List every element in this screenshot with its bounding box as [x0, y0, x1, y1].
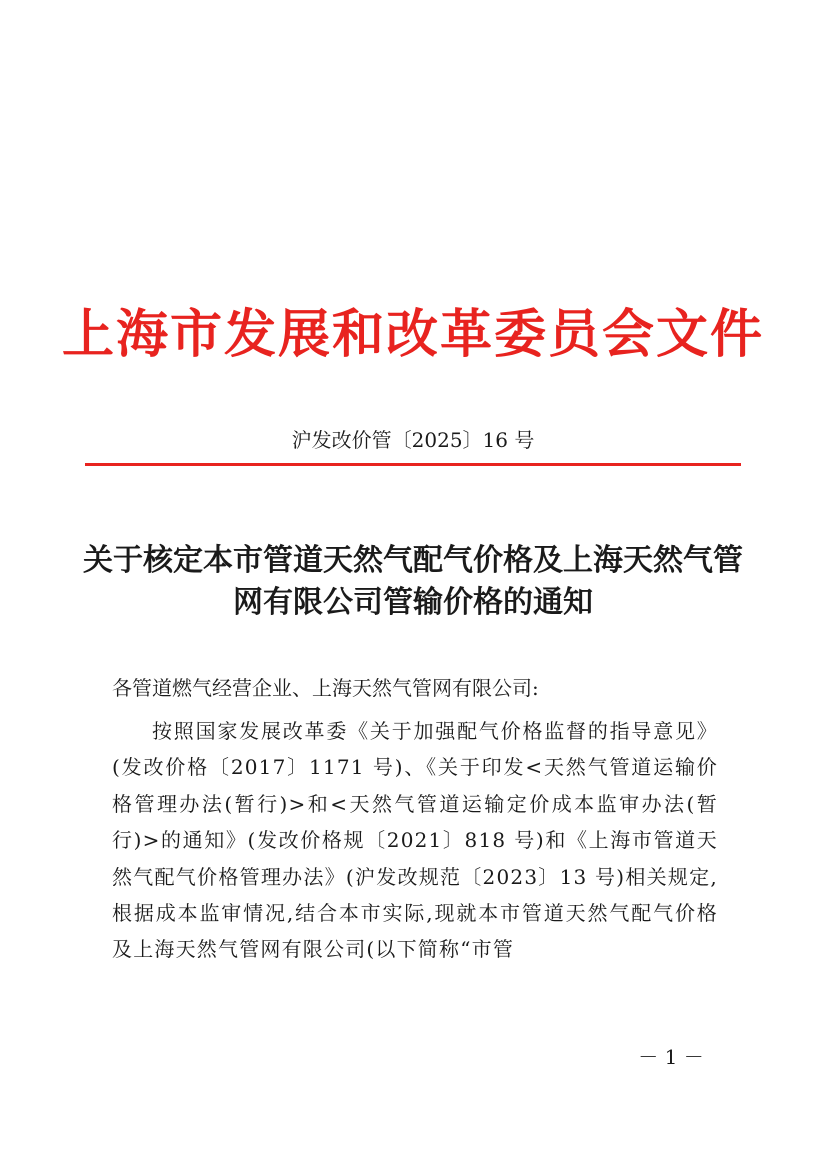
issuing-authority-header: 上海市发展和改革委员会文件	[61, 304, 764, 365]
notice-title: 关于核定本市管道天然气配气价格及上海天然气管网有限公司管输价格的通知	[83, 543, 743, 620]
body-paragraph: 按照国家发展改革委《关于加强配气价格监督的指导意见》(发改价格〔2017〕1171 号)、《关于印发<天然气管道运输价格管理办法(暂行)>和<天然气管道运输定价成本监审办法(暂行)>的通知》(发改价格规〔2021〕818 号)和《上海市管道天然气配气价格管理办法》(沪发改规范〔2023〕13 号)相关规定,根据成本监审情况,结合本市实际,现就本市管道天然气配气价格及上海天然气管网有限公司(以下简称“市管	[112, 719, 718, 962]
page-number: － 1 －	[638, 1045, 704, 1069]
document-number: 沪发改价管〔2025〕16 号	[291, 428, 535, 452]
salutation: 各管道燃气经营企业、上海天然气管网有限公司:	[112, 676, 539, 700]
red-divider-line	[85, 463, 741, 466]
